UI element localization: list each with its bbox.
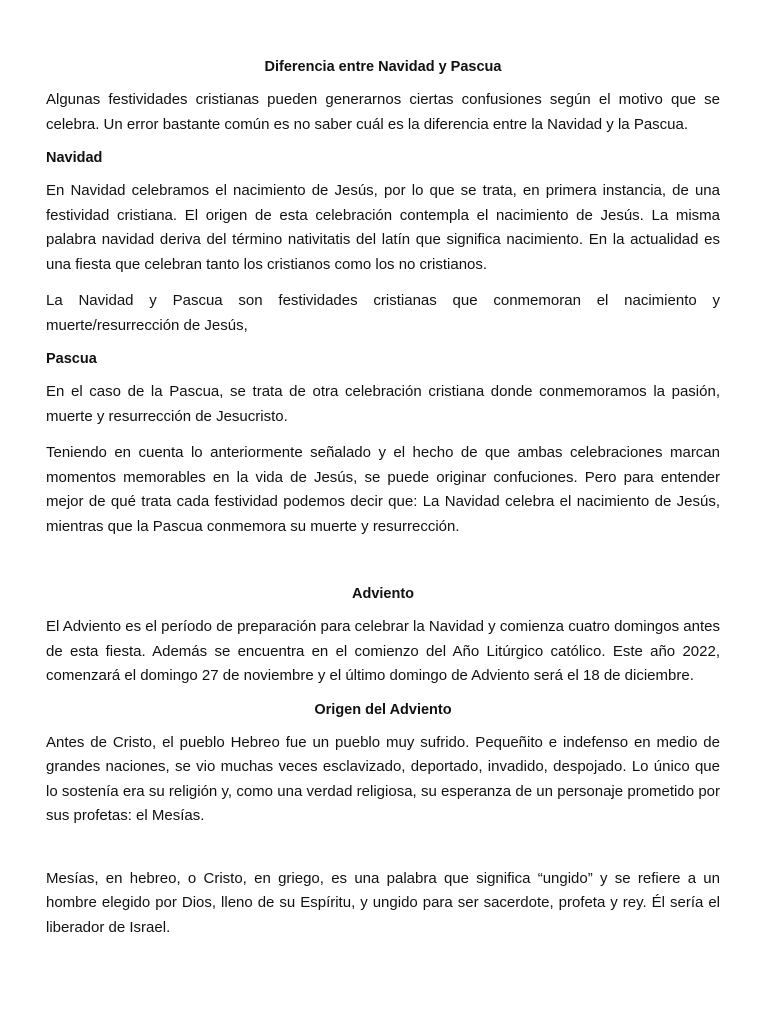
- document-title: Diferencia entre Navidad y Pascua: [264, 59, 502, 75]
- navidad-heading: Navidad: [46, 150, 103, 166]
- adviento-paragraph: El Adviento es el período de preparación para celebrar la Navidad y comienza cuatro domingos antes de esta fiesta. Además se encuentra en el comienzo del Año Litúrgico católico. Este año 2022, comenzará el domingo 27 de noviembre y el último domingo de Adviento será el 18 de diciembre.: [46, 618, 720, 684]
- origen-paragraph-2: Mesías, en hebreo, o Cristo, en griego, es una palabra que significa “ungido” y se refiere a un hombre elegido por Dios, lleno de su Espíritu, y ungido para ser sacerdote, profeta y rey. Él sería el liberador de Israel.: [46, 869, 720, 936]
- section-spacer: [46, 551, 720, 585]
- origen-heading: Origen del Adviento: [314, 701, 452, 718]
- pascua-heading: Pascua: [46, 351, 97, 367]
- pascua-paragraph-1: En el caso de la Pascua, se trata de otra celebración cristiana donde conmemoramos la pasión, muerte y resurrección de Jesucristo.: [46, 383, 720, 425]
- adviento-heading: Adviento: [351, 586, 415, 602]
- origen-paragraph-1: Antes de Cristo, el pueblo Hebreo fue un pueblo muy sufrido. Pequeñito e indefenso en medio de grandes naciones, se vio muchas veces esclavizado, deportado, invadido, despojado. Lo único que lo sostenía era su religión y, como una verdad religiosa, su esperanza de un personaje prometido por sus profetas: el Mesías.: [46, 733, 720, 824]
- intro-paragraph: Algunas festividades cristianas pueden generarnos ciertas confusiones según el motivo que se celebra. Un error bastante común es no saber cuál es la diferencia entre la Navidad y la Pascua.: [46, 91, 720, 133]
- pascua-paragraph-2: Teniendo en cuenta lo anteriormente señalado y el hecho de que ambas celebraciones marcan momentos memorables en la vida de Jesús, se puede originar confuciones. Pero para entender mejor de qué trata cada festividad podemos decir que: La Navidad celebra el nacimiento de Jesús, mientras que la Pascua conmemora su muerte y resurrección.: [46, 444, 720, 535]
- paragraph-spacer: [46, 841, 720, 867]
- navidad-paragraph-1: En Navidad celebramos el nacimiento de Jesús, por lo que se trata, en primera instancia, de una festividad cristiana. El origen de esta celebración contempla el nacimiento de Jesús. La misma palabra navidad deriva del término nativitatis del latín que significa nacimiento. En la actualidad es una fiesta que celebran tanto los cristianos como los no cristianos.: [46, 182, 720, 273]
- document-page: [46, 58, 720, 952]
- navidad-paragraph-2: La Navidad y Pascua son festividades cristianas que conmemoran el nacimiento y muerte/resurrección de Jesús,: [46, 292, 720, 334]
